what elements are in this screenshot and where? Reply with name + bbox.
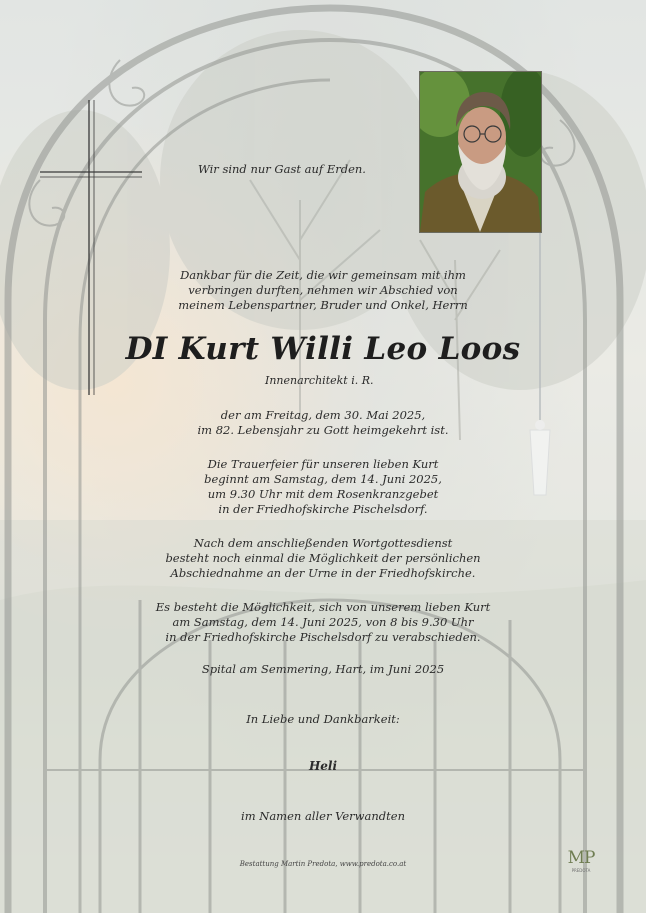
after-line-3: Abschiednahme an der Urne in der Friedhofskirche.	[170, 566, 476, 580]
logo-subtext: PREDOTA	[571, 868, 591, 873]
after-line-1: Nach dem anschließenden Wortgottesdienst	[193, 536, 453, 550]
on-behalf-line: im Namen aller Verwandten	[241, 809, 405, 823]
intro-line-1: Dankbar für die Zeit, die wir gemeinsam mit ihm	[180, 268, 466, 282]
intro-line-2: verbringen durften, nehmen wir Abschied von	[188, 283, 458, 297]
farewell-line-2: am Samstag, dem 14. Juni 2025, von 8 bis 9.30 Uhr	[172, 615, 474, 629]
logo-mark: MP	[567, 848, 595, 868]
deceased-name: DI Kurt Willi Leo Loos	[125, 331, 521, 367]
footer-credit: Bestattung Martin Predota, www.predota.co.at	[239, 860, 407, 868]
ceremony-line-3: um 9.30 Uhr mit dem Rosenkranzgebet	[207, 487, 439, 501]
signer-name: Heli	[308, 759, 338, 773]
intro-line-3: meinem Lebenspartner, Bruder und Onkel, Herrn	[178, 298, 468, 312]
death-line-2: im 82. Lebensjahr zu Gott heimgekehrt ist.	[197, 423, 449, 437]
ceremony-line-1: Die Trauerfeier für unseren lieben Kurt	[207, 457, 439, 471]
closing-line: In Liebe und Dankbarkeit:	[246, 712, 400, 726]
portrait-photo	[419, 71, 542, 233]
ceremony-line-2: beginnt am Samstag, dem 14. Juni 2025,	[204, 472, 442, 486]
deceased-title: Innenarchitekt i. R.	[265, 374, 374, 387]
place-date: Spital am Semmering, Hart, im Juni 2025	[201, 662, 445, 676]
farewell-line-3: in der Friedhofskirche Pischelsdorf zu verabschieden.	[165, 630, 481, 644]
after-line-2: besteht noch einmal die Möglichkeit der persönlichen	[165, 551, 481, 565]
death-line-1: der am Freitag, dem 30. Mai 2025,	[220, 408, 426, 422]
farewell-line-1: Es besteht die Möglichkeit, sich von unserem lieben Kurt	[155, 600, 491, 614]
funeral-home-logo	[558, 848, 604, 882]
ceremony-line-4: in der Friedhofskirche Pischelsdorf.	[218, 502, 428, 516]
motto: Wir sind nur Gast auf Erden.	[198, 162, 366, 176]
